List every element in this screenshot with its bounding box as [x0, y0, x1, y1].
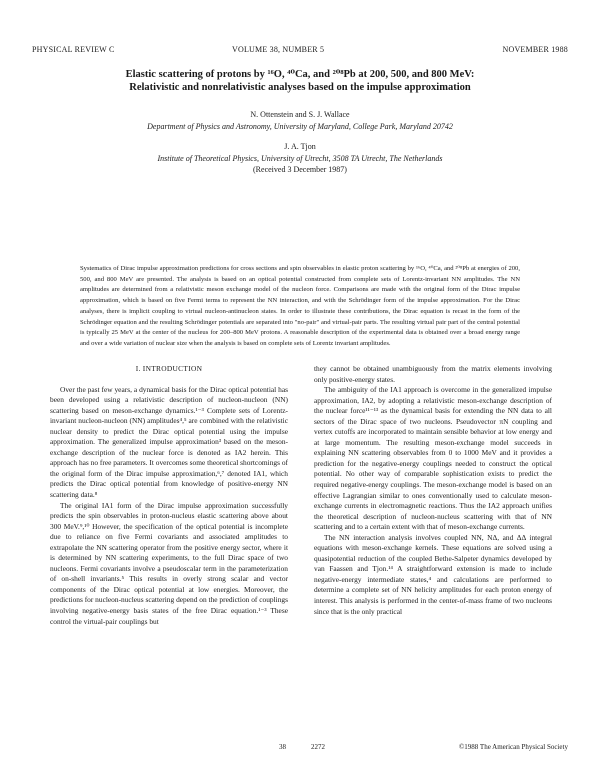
section-heading: I. INTRODUCTION: [135, 364, 203, 373]
paragraph: The original IA1 form of the Dirac impulse approximation successfully predicts the spin observables in proton-nucleus elastic scattering above about 300 MeV.⁹,¹⁰ However, the specification of the optical potential is incomplete due to reliance on five Fermi covariants and associated amplitudes to extrapolate the NN scattering operator from the positive energy sector, where it is determined by NN scattering experiments, to the full Dirac space of two nucleons. Fermi covariants involve a pseudoscalar term in the parameterization of on-shell invariants.⁵ This results in overly strong scalar and vector components of the Dirac optical potential at low energies. Moreover, the predictions for nucleon-nucleus scattering depend on the prediction of couplings involving negative-energy basis states of the free Dirac equation.¹⁻³ These control the virtual-pair couplings but: [50, 500, 288, 626]
right-column: [314, 364, 552, 617]
paragraph: The NN interaction analysis involves coupled NN, NΔ, and ΔΔ integral equations with meson-exchange kernels. These equations are solved using a quasipotential reduction of the coupled Bethe-Salpeter dynamics developed by van Faassen and Tjon.¹⁴ A straightforward extension is made to include negative-energy intermediate states,⁴ and calculations are performed to determine a complete set of NN helicity amplitudes for each proton energy of interest. This analysis is performed in the center-of-mass frame of two nucleons since that is the only practical: [314, 532, 552, 616]
title-line-1: Elastic scattering of protons by ¹⁶O, ⁴⁰Ca, and ²⁰⁸Pb at 200, 500, and 800 MeV:: [125, 69, 475, 80]
volume-mark: 38: [279, 743, 286, 751]
paragraph: The ambiguity of the IA1 approach is overcome in the generalized impulse approximation, IA2, by adopting a relativistic meson-exchange description of the nuclear force¹¹⁻¹³ as the dynamical basis for extending the NN data to all sectors of the Dirac space of two nucleons. Pseudovector πN coupling and vertex cutoffs are incorporated to maintain sensible behavior at low energy and at large momentum. The resulting meson-exchange model succeeds in explaining NN scattering observables from 0 to 1000 MeV and it provides a prediction for the negative-energy couplings needed to construct the optical potential. No other way of comparable sophistication exists to predict the required negative-energy couplings. The meson-exchange model is based on an effective Lagrangian similar to ones conventionally used to calculate meson-exchange currents in electromagnetic reactions. Thus the IA2 approach unifies the theoretical description of nucleon-nucleus scattering with that of NN scattering and to a certain extent with that of meson-exchange currents.: [314, 385, 552, 532]
abstract: Systematics of Dirac impulse approximation predictions for cross sections and spin observables in elastic proton scattering by ¹⁶O, ⁴⁰Ca, and ²⁰⁸Pb at energies of 200, 500, and 800 MeV are presented. The analysis is based on an optical potential constructed from complete sets of Lorentz-invariant NN amplitudes. The NN amplitudes are determined from a relativistic meson exchange model of the nucleon force. Comparisons are made with the original form of the Dirac impulse approximation, which is based on five Fermi terms to represent the NN interaction, and with the Schrödinger form of the impulse approximation. For the Dirac analyses, there is implicit coupling to virtual nucleon-antinucleon states. In order to illustrate these contributions, the Dirac equation is recast in the form of the Schrödinger equation and the resulting Schrödinger potentials are separated into "no-pair" and virtual-pair parts. The resulting virtual pair part of the central potential is typically 25 MeV at the center of the nucleus for 200–800 MeV protons. A reasonable description of the experimental data is obtained over a broad energy range and over a wide variation of nuclear size when the analysis is based on complete sets of Lorentz invariant amplitudes.: [80, 265, 520, 347]
received-date: (Received 3 December 1987): [253, 165, 347, 174]
left-column: [50, 364, 288, 627]
authors-2: J. A. Tjon: [284, 142, 316, 151]
volume-info: VOLUME 38, NUMBER 5: [232, 45, 325, 54]
paragraph: they cannot be obtained unambiguously from the matrix elements involving only positive-energy states.: [314, 364, 552, 384]
page-number: 2272: [311, 743, 325, 751]
title-line-2: Relativistic and nonrelativistic analyses based on the impulse approximation: [129, 82, 471, 93]
affiliation-1: Department of Physics and Astronomy, University of Maryland, College Park, Maryland 20742: [147, 122, 453, 131]
issue-date: NOVEMBER 1988: [502, 45, 568, 54]
authors-1: N. Ottenstein and S. J. Wallace: [250, 110, 350, 119]
journal-name: PHYSICAL REVIEW C: [32, 45, 115, 54]
article-title: [40, 68, 560, 94]
affiliation-2: Institute of Theoretical Physics, University of Utrecht, 3508 TA Utrecht, The Netherlands: [157, 154, 443, 163]
copyright-notice: ©1988 The American Physical Society: [458, 743, 568, 751]
author-block-1: [30, 110, 570, 132]
author-block-2: [30, 142, 570, 175]
paragraph: Over the past few years, a dynamical basis for the Dirac optical potential has been developed using a relativistic description of nucleon-nucleon (NN) scattering based on meson-exchange dynamics.¹⁻³ Complete sets of Lorentz-invariant nucleon-nucleon (NN) amplitudes⁴,⁵ are combined with the relativistic nuclear density to predict the Dirac optical potential using the impulse approximation. The generalized impulse approximation³ based on the meson-exchange description of the nuclear force is denoted as IA2 herein. This approach has no free parameters. It overcomes some theoretical shortcomings of the original form of the Dirac impulse approximation,⁶,⁷ denoted IA1, which predicts the Dirac optical potential from knowledge of positive-energy NN scattering data.⁸: [50, 384, 288, 500]
page-footer: [0, 743, 568, 755]
running-header: [32, 45, 568, 57]
